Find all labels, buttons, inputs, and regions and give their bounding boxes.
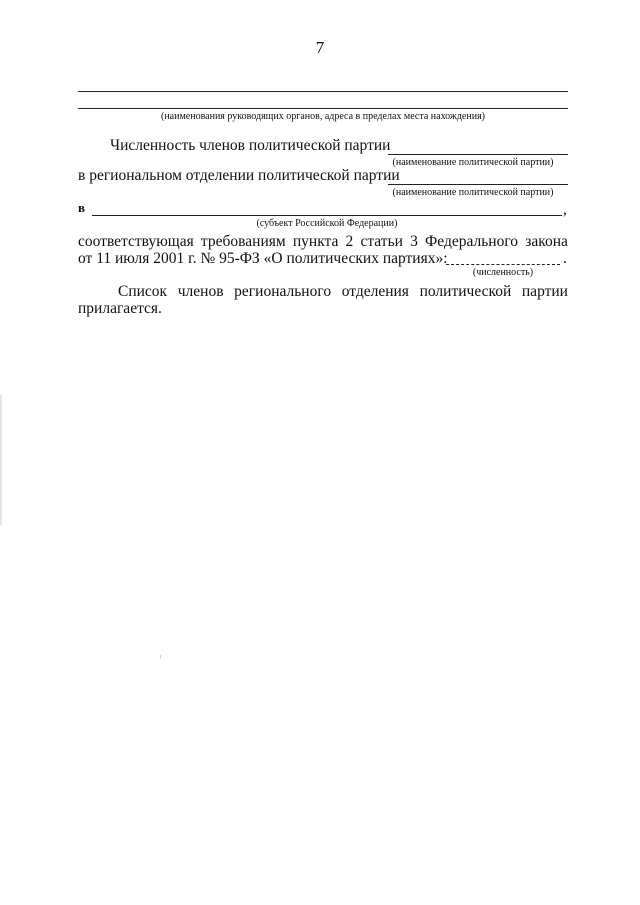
scan-edge-mark bbox=[0, 395, 2, 525]
word: отделения bbox=[341, 283, 409, 300]
page-number: 7 bbox=[315, 38, 325, 57]
word: политической bbox=[419, 283, 512, 300]
governing-bodies-line-2 bbox=[78, 108, 568, 109]
requirement-line-2: от 11 июля 2001 г. № 95-ФЗ «О политических партиях»: bbox=[78, 250, 448, 267]
party-name-line-2 bbox=[388, 184, 568, 185]
word: 2 bbox=[345, 233, 354, 250]
membership-period: . bbox=[563, 250, 567, 267]
regional-branch-label: в региональном отделении политической партии bbox=[78, 167, 400, 184]
scan-speck bbox=[160, 655, 161, 659]
word: 3 bbox=[410, 233, 418, 250]
word: Список bbox=[118, 283, 168, 300]
members-label: Численность членов политической партии bbox=[110, 137, 391, 154]
governing-bodies-line-1 bbox=[78, 91, 568, 92]
word: Федерального bbox=[425, 233, 519, 250]
governing-bodies-caption: (наименования руководящих органов, адреса в пределах места нахождения) bbox=[160, 111, 486, 122]
word: членов bbox=[177, 283, 224, 300]
party-name-caption-1: (наименование политической партии) bbox=[392, 157, 554, 168]
party-name-caption-2: (наименование политической партии) bbox=[392, 187, 554, 198]
word: статьи bbox=[360, 233, 403, 250]
in-prefix: в bbox=[78, 200, 86, 215]
word: пункта bbox=[292, 233, 339, 250]
word: требованиям bbox=[200, 233, 286, 250]
word: соответствующая bbox=[78, 233, 194, 250]
word: регионального bbox=[234, 283, 332, 300]
requirement-line-1 bbox=[78, 233, 568, 251]
federal-subject-comma: , bbox=[563, 201, 567, 218]
membership-count-caption: (численность) bbox=[472, 267, 534, 278]
word: закона bbox=[525, 233, 568, 250]
word: партии bbox=[521, 283, 568, 300]
membership-count-line bbox=[446, 264, 560, 265]
list-line-2: прилагается. bbox=[78, 300, 162, 317]
federal-subject-line bbox=[92, 215, 562, 216]
party-name-line-1 bbox=[388, 154, 568, 155]
list-line-1 bbox=[118, 283, 568, 301]
federal-subject-caption: (субъект Российской Федерации) bbox=[256, 218, 398, 229]
